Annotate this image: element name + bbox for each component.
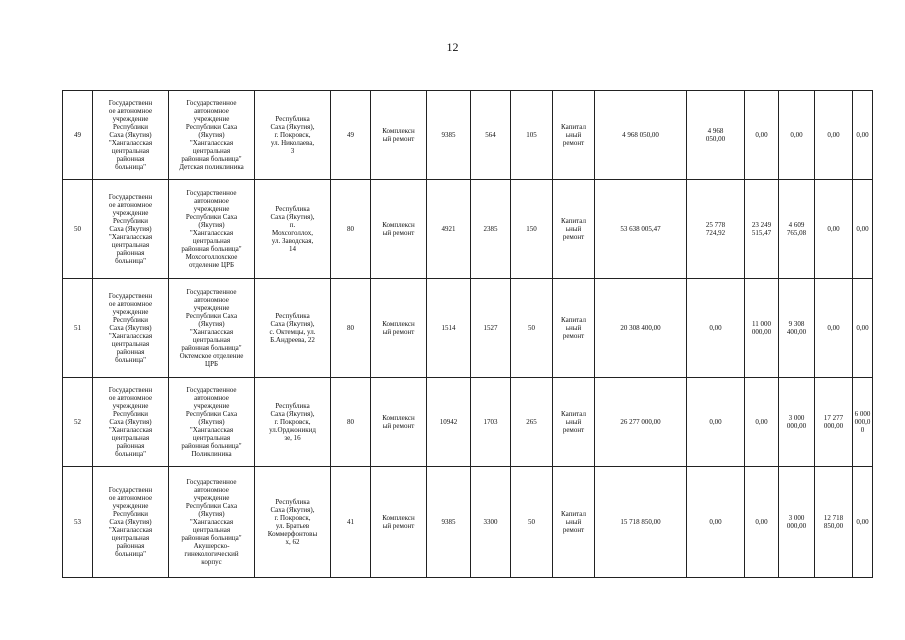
object-cell: Государственное автономное учреждение Республики Саха (Якутия) "Хангаласская центральная районная больница" Детская поликлиника [169,91,255,180]
repair-type-cell: Капитал ьный ремонт [553,378,595,467]
address-cell: Республика Саха (Якутия), г. Покровск, ул.Орджоникид зе, 16 [255,378,331,467]
table-row [63,467,873,578]
address-cell: Республика Саха (Якутия), п. Мохсоголлох, ул. Заводская, 14 [255,180,331,279]
table-row [63,91,873,180]
repair-type-cell: Капитал ьный ремонт [553,91,595,180]
value-cell: 150 [511,180,553,279]
funding-cell: 0,00 [687,279,745,378]
funding-cell: 0,00 [745,378,779,467]
funding-cell: 0,00 [779,91,815,180]
work-type-cell: Комплексн ый ремонт [371,180,427,279]
repair-type-cell: Капитал ьный ремонт [553,467,595,578]
value-cell: 49 [331,91,371,180]
value-cell: 9385 [427,467,471,578]
object-cell: Государственное автономное учреждение Республики Саха (Якутия) "Хангаласская центральная районная больница" Мохсоголлохское отделение ЦРБ [169,180,255,279]
object-cell: Государственное автономное учреждение Республики Саха (Якутия) "Хангаласская центральная районная больница" Акушерско- гинекологический корпус [169,467,255,578]
address-cell: Республика Саха (Якутия), г. Покровск, ул. Братьев Коммерфонтовы х, 62 [255,467,331,578]
value-cell: 80 [331,180,371,279]
value-cell: 2385 [471,180,511,279]
funding-cell: 0,00 [687,378,745,467]
work-type-cell: Комплексн ый ремонт [371,279,427,378]
repair-type-cell: Капитал ьный ремонт [553,180,595,279]
address-cell: Республика Саха (Якутия), с. Октемцы, ул. Б.Андреева, 22 [255,279,331,378]
funding-cell: 0,00 [745,91,779,180]
funding-cell: 17 277 000,00 [815,378,853,467]
funding-cell: 0,00 [853,180,873,279]
row-number: 49 [63,91,93,180]
organization-cell: Государственн ое автономное учреждение Республики Саха (Якутия) "Хангаласская центральная районная больница" [93,279,169,378]
funding-cell: 6 000 000,0 0 [853,378,873,467]
total-cost-cell: 20 308 400,00 [595,279,687,378]
funding-cell: 4 968 050,00 [687,91,745,180]
row-number: 50 [63,180,93,279]
organization-cell: Государственн ое автономное учреждение Республики Саха (Якутия) "Хангаласская центральная районная больница" [93,91,169,180]
value-cell: 50 [511,279,553,378]
funding-cell: 9 308 400,00 [779,279,815,378]
funding-cell: 25 778 724,92 [687,180,745,279]
work-type-cell: Комплексн ый ремонт [371,91,427,180]
funding-cell: 11 000 000,00 [745,279,779,378]
funding-cell: 0,00 [815,279,853,378]
organization-cell: Государственн ое автономное учреждение Республики Саха (Якутия) "Хангаласская центральная районная больница" [93,180,169,279]
address-cell: Республика Саха (Якутия), г. Покровск, ул. Николаева, 3 [255,91,331,180]
funding-cell: 0,00 [745,467,779,578]
total-cost-cell: 4 968 050,00 [595,91,687,180]
funding-cell: 3 000 000,00 [779,378,815,467]
value-cell: 10942 [427,378,471,467]
value-cell: 1514 [427,279,471,378]
repair-program-table [62,90,873,578]
funding-cell: 3 000 000,00 [779,467,815,578]
value-cell: 3300 [471,467,511,578]
funding-cell: 0,00 [853,91,873,180]
row-number: 51 [63,279,93,378]
repair-type-cell: Капитал ьный ремонт [553,279,595,378]
value-cell: 564 [471,91,511,180]
work-type-cell: Комплексн ый ремонт [371,467,427,578]
organization-cell: Государственн ое автономное учреждение Республики Саха (Якутия) "Хангаласская центральная районная больница" [93,378,169,467]
table-row [63,378,873,467]
total-cost-cell: 53 638 005,47 [595,180,687,279]
funding-cell: 0,00 [853,467,873,578]
value-cell: 105 [511,91,553,180]
funding-cell: 12 718 850,00 [815,467,853,578]
value-cell: 265 [511,378,553,467]
row-number: 53 [63,467,93,578]
table-row [63,180,873,279]
total-cost-cell: 26 277 000,00 [595,378,687,467]
page-number: 12 [446,40,459,54]
funding-cell: 4 609 765,08 [779,180,815,279]
row-number: 52 [63,378,93,467]
funding-cell: 0,00 [853,279,873,378]
object-cell: Государственное автономное учреждение Республики Саха (Якутия) "Хангаласская центральная районная больница" Поликлиника [169,378,255,467]
value-cell: 1527 [471,279,511,378]
work-type-cell: Комплексн ый ремонт [371,378,427,467]
total-cost-cell: 15 718 850,00 [595,467,687,578]
funding-cell: 23 249 515,47 [745,180,779,279]
value-cell: 50 [511,467,553,578]
object-cell: Государственное автономное учреждение Республики Саха (Якутия) "Хангаласская центральная районная больница" Октемское отделение ЦРБ [169,279,255,378]
funding-cell: 0,00 [687,467,745,578]
value-cell: 1703 [471,378,511,467]
funding-cell: 0,00 [815,91,853,180]
value-cell: 80 [331,378,371,467]
value-cell: 9385 [427,91,471,180]
value-cell: 41 [331,467,371,578]
table-row [63,279,873,378]
organization-cell: Государственн ое автономное учреждение Республики Саха (Якутия) "Хангаласская центральная районная больница" [93,467,169,578]
funding-cell: 0,00 [815,180,853,279]
value-cell: 4921 [427,180,471,279]
value-cell: 80 [331,279,371,378]
